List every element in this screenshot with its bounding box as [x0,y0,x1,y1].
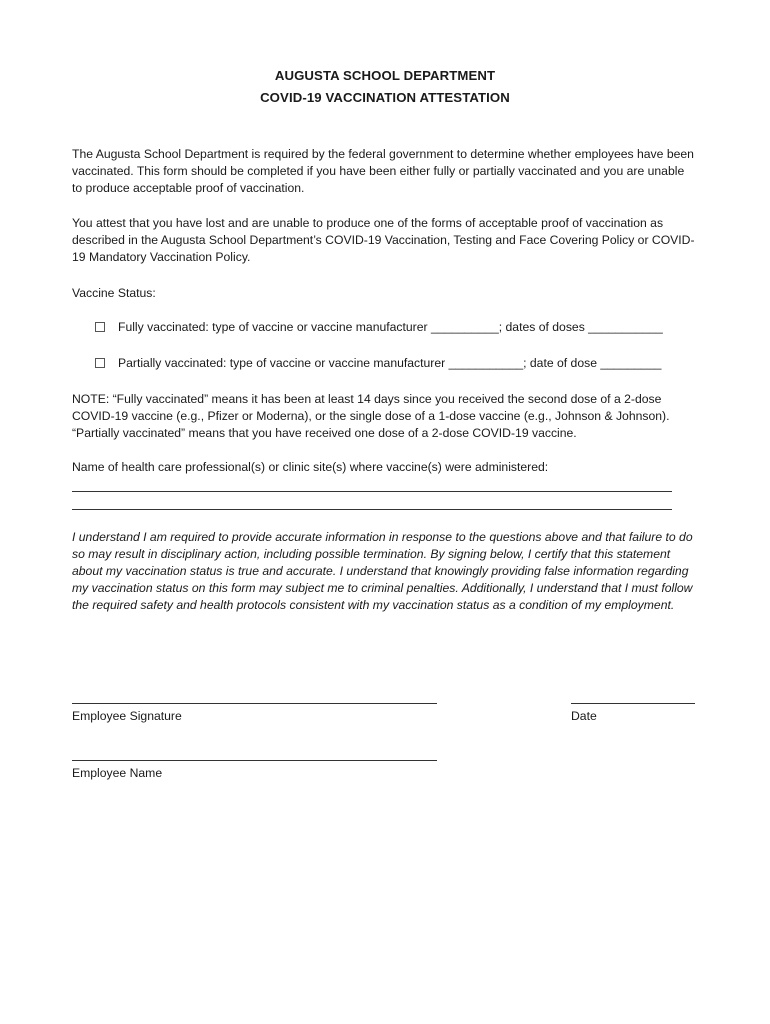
employee-name-label: Employee Name [72,766,163,780]
note-paragraph: NOTE: “Fully vaccinated” means it has been at least 14 days since you received the second dose of a 2-dose COVID-19 vaccine (e.g., Pfizer or Moderna), or the single dose of a 1-dose vaccine (e.g., Johnson & Johnson). “Partially vaccinated” means that you have received one dose of a 2-dose COVID-19 vaccine. [72,392,670,440]
partially-vaccinated-checkbox[interactable] [95,358,105,368]
intro-paragraph: The Augusta School Department is required by the federal government to determine whether employees have been vaccinated. This form should be completed if you have been either fully or partially vaccinated and you are unable to produce acceptable proof of vaccination. [72,147,694,195]
fully-vaccinated-line: Fully vaccinated: type of vaccine or vaccine manufacturer __________; dates of doses ___________ [118,320,663,334]
date-label: Date [571,709,597,723]
provider-field-line-1[interactable] [72,491,672,492]
date-field[interactable] [571,703,695,704]
employee-name-field[interactable] [72,760,437,761]
partially-vaccinated-line: Partially vaccinated: type of vaccine or vaccine manufacturer ___________; date of dose _________ [118,356,662,370]
certification-paragraph: I understand I am required to provide accurate information in response to the questions above and that failure to do so may result in disciplinary action, including possible termination. By signing below, I certify that this statement about my vaccination status is true and accurate. I understand that knowingly providing false information regarding my vaccination status on this form may subject me to criminal penalties. Additionally, I understand that I must follow the required safety and health protocols consistent with my vaccination status as a condition of my employment. [72,530,693,612]
form-title: COVID-19 VACCINATION ATTESTATION [260,90,510,105]
department-title: AUGUSTA SCHOOL DEPARTMENT [274,68,496,83]
vaccine-status-label: Vaccine Status: [72,286,156,300]
provider-label: Name of health care professional(s) or clinic site(s) where vaccine(s) were administered: [72,460,549,474]
attestation-paragraph: You attest that you have lost and are unable to produce one of the forms of acceptable proof of vaccination as described in the Augusta School Department’s COVID-19 Vaccination, Testing and Face Covering Policy or COVID-19 Mandatory Vaccination Policy. [72,216,695,264]
employee-signature-field[interactable] [72,703,437,704]
provider-field-line-2[interactable] [72,509,672,510]
employee-signature-label: Employee Signature [72,709,182,723]
fully-vaccinated-checkbox[interactable] [95,322,105,332]
